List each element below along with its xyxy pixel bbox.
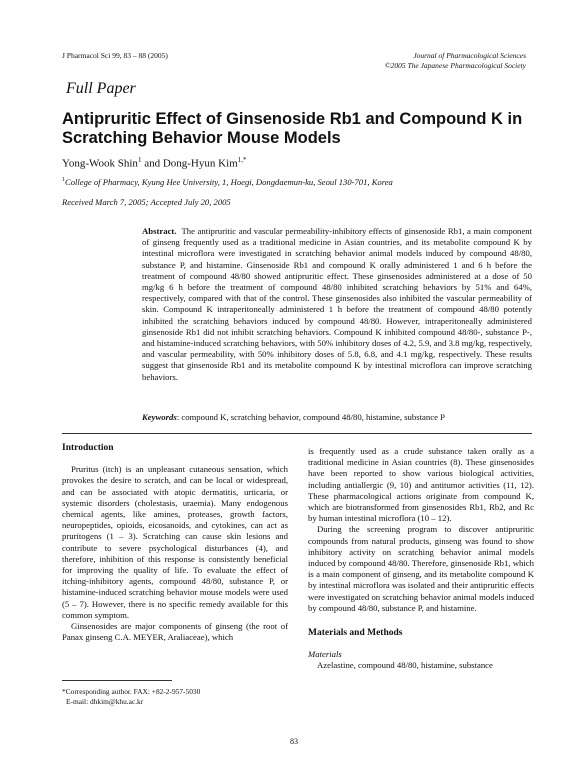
author-separator: and [141, 157, 163, 170]
footnote [62, 687, 288, 707]
intro-paragraph: Pruritus (itch) is an unpleasant cutaneous sensation, which provokes the desire to scratch, and can be local or widespread, and can be associated with atopic dermatitis, urticaria, or systemic disorders (cholestasis, uraemia). Many endogenous chemical agents, like amines, proteases, growth factors, neuropeptides, opioids, eicosanoids, and cytokines, can act as pruritogens (1 – 3). Scratching can cause skin lesions and contribute to severe psychological disturbances (4), and therefore, inhibition of this response is consistently beneficial for improving the quality of life. To evaluate the effect of itching-inhibitory agents, compound 48/80, substance P, or histamine-induced scratching behavior mouse models were used (5 – 7). However, there is no specific remedy available for this common symptom. [62, 464, 288, 620]
author-affil-sup: 1,* [237, 156, 247, 164]
materials-subheading: Materials [308, 649, 342, 660]
corresponding-author: *Corresponding author. FAX: +82-2-957-5030 [62, 687, 201, 696]
intro-heading: Introduction [62, 443, 114, 453]
left-column [62, 443, 288, 643]
article-type-label: Full Paper [66, 80, 136, 97]
section-divider [62, 433, 532, 434]
methods-paragraph: Azelastine, compound 48/80, histamine, substance [317, 660, 493, 671]
page-number: 83 [290, 737, 298, 746]
intro-paragraph: Ginsenosides are major components of ginseng (the root of Panax ginseng C.A. MEYER, Araliaceae), which [62, 621, 288, 643]
author-name: Yong-Wook Shin [62, 157, 138, 170]
author-affil-sup: 1 [137, 156, 142, 164]
received-dates: Received March 7, 2005; Accepted July 20, 2005 [62, 197, 231, 207]
affiliation [62, 177, 393, 187]
keywords [142, 412, 532, 422]
affiliation-text: College of Pharmacy, Kyung Hee University, 1, Hoegi, Dongdaemun-ku, Seoul 130-701, Korea [65, 177, 393, 187]
intro-paragraph: During the screening program to discover antipruritic compounds from natural products, ginseng was found to show inhibitory activity on scratching behavior animal models induced by compound 48/80. Therefore, ginsenoside Rb1, which is a main component of ginseng, and its metabolite compound K by intestinal microflora was isolated and their antipruritic effects were investigated on scratching behavior animal models induced by compound 48/80, substance P, and histamine. [308, 524, 534, 613]
methods-heading: Materials and Methods [308, 628, 403, 639]
abstract [142, 226, 532, 383]
journal-citation: J Pharmacol Sci 99, 83 – 88 (2005) [62, 51, 168, 60]
intro-paragraph-continued: is frequently used as a crude substance taken orally as a traditional medicine in Asian countries (8). These ginsenosides have been reported to show various biological activities, including antiallergic (9, 10) and antitumor activities (11, 12). These pharmacological actions originate from compound K, which are biotransformed from ginsenosides Rb1, Rb2, and Rc by human intestinal microflora (10 – 12). [308, 446, 534, 524]
keywords-label: Keywords [142, 412, 177, 422]
keywords-text: : compound K, scratching behavior, compound 48/80, histamine, substance P [176, 412, 445, 422]
paper-title: Antipruritic Effect of Ginsenoside Rb1 and Compound K in Scratching Behavior Mouse Models [62, 110, 523, 147]
abstract-text: The antipruritic and vascular permeability-inhibitory effects of ginsenoside Rb1, a main component of ginseng frequently used as a traditional medicine in Asian countries, and its metabolite compound K by intestinal microflora were investigated in scratching behavior animal models induced by compound 48/80, substance P, and histamine. Ginsenoside Rb1 and compound K orally administered 1 and 6 h before the treatment of compound 48/80 showed antipruritic effect. These ginsenosides administered at a dose of 50 mg/kg 6 h before the treatment of compound 48/80 inhibited scratching behaviors by 51% and 64%, respectively, compared with that of the control. These ginsenosides also inhibited the vascular permeability of skin. Compound K intraperitoneally administered 1 h before the treatment of compound 48/80 potently inhibited the scratching behaviors induced by compound 48/80. However, intraperitoneally administered ginsenoside Rb1 did not inhibit scratching behaviors. Compound K inhibited compound 48/80-, substance P-, and histamine-induced scratching behaviors, with 50% inhibitory doses of 4.2, 5.9, and 3.8 mg/kg, respectively, and vascular permeability, with 50% inhibitory doses of 5.8, 6.8, and 4.1 mg/kg, respectively. These results suggest that ginsenoside Rb1 and its metabolite compound K by intestinal microflora can improve scratching behaviors. [142, 226, 532, 382]
author-email: E-mail: dhkim@khu.ac.kr [66, 697, 144, 706]
affiliation-sup: 1 [62, 177, 65, 184]
journal-name-header [385, 51, 526, 71]
abstract-label: Abstract. [142, 226, 177, 236]
copyright-line: ©2005 The Japanese Pharmacological Society [384, 61, 526, 70]
right-column [308, 446, 534, 672]
author-name: Dong-Hyun Kim [162, 157, 238, 170]
footnote-divider [62, 680, 172, 681]
journal-name: Journal of Pharmacological Sciences [413, 51, 526, 60]
author-list [62, 156, 246, 170]
